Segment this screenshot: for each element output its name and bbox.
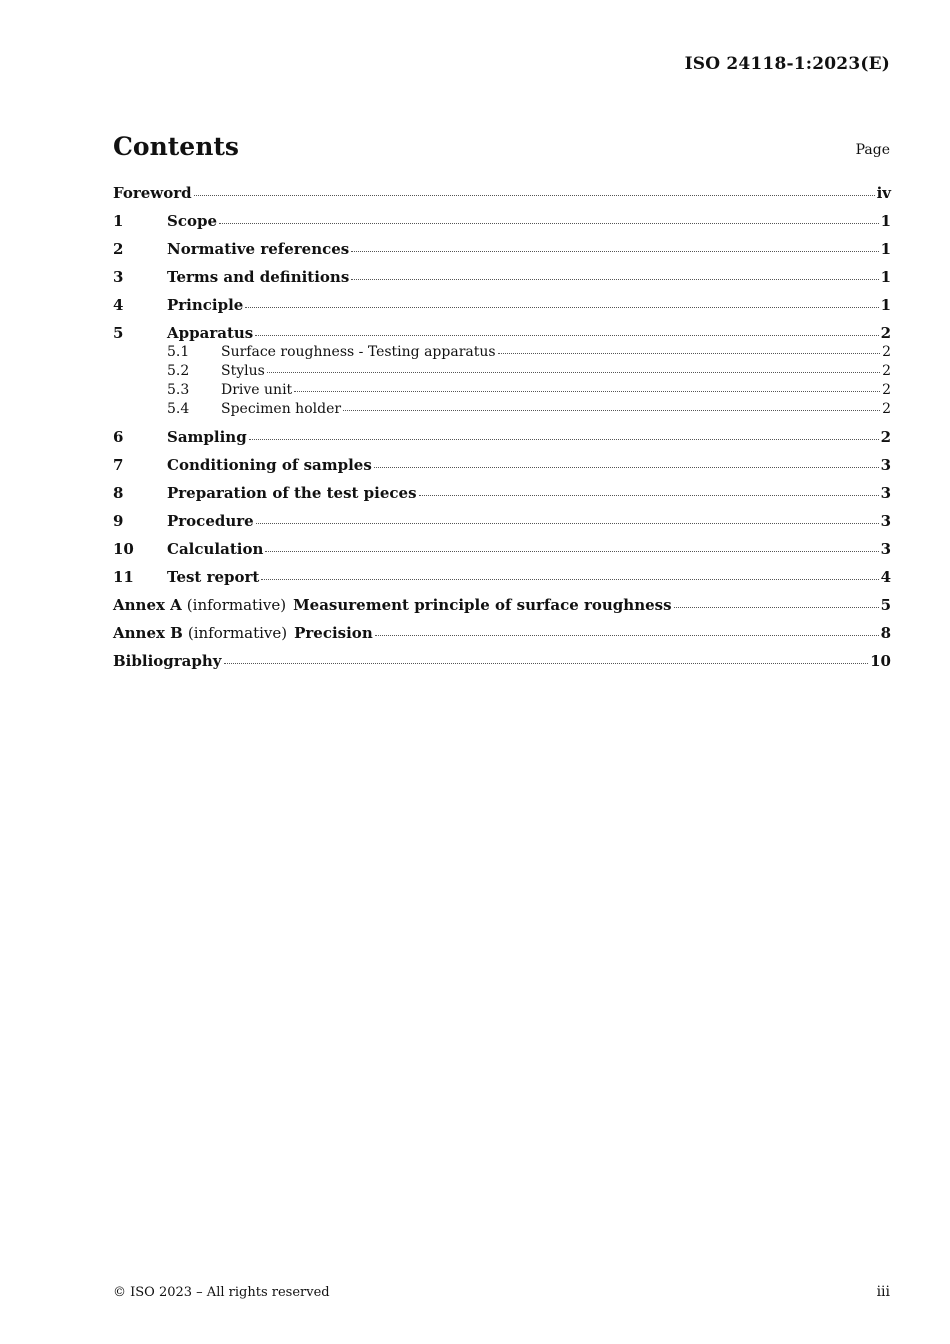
toc-entry[interactable] (113, 624, 891, 643)
toc-dot-leader (255, 335, 878, 336)
table-of-contents (113, 184, 891, 671)
toc-entry-number: 5 (113, 324, 124, 342)
toc-entry-title: Drive unit (221, 382, 293, 398)
footer-copyright: © ISO 2023 – All rights reserved (113, 1285, 330, 1300)
toc-annex-label: Annex B (113, 624, 183, 642)
toc-entry-number: 5.1 (167, 344, 190, 360)
toc-entry-title: Scope (167, 212, 218, 230)
toc-dot-leader (498, 353, 881, 354)
toc-entry-page: 1 (880, 268, 891, 286)
toc-entry-number: 8 (113, 484, 124, 502)
toc-entry-page: iv (876, 184, 891, 202)
toc-entry[interactable] (113, 212, 891, 231)
toc-entry-page: 10 (870, 652, 891, 670)
toc-entry[interactable] (113, 596, 891, 615)
toc-entry-title: Foreword (113, 184, 192, 202)
toc-entry-page: 1 (880, 240, 891, 258)
toc-entry[interactable] (113, 540, 891, 559)
toc-entry-number: 11 (113, 568, 134, 586)
toc-entry-page: 3 (880, 484, 891, 502)
document-id: ISO 24118-1:2023(E) (684, 54, 890, 74)
toc-dot-leader (351, 279, 878, 280)
toc-entry[interactable] (113, 400, 891, 419)
toc-annex-informative: (informative) (187, 624, 288, 642)
toc-entry-page: 2 (882, 344, 891, 360)
toc-entry-page: 2 (882, 363, 891, 379)
toc-entry-title: Test report (167, 568, 260, 586)
toc-entry-number: 2 (113, 240, 124, 258)
toc-entry-page: 2 (882, 401, 891, 417)
toc-entry-number: 7 (113, 456, 124, 474)
toc-entry-page: 1 (880, 212, 891, 230)
toc-dot-leader (294, 391, 880, 392)
toc-entry-number: 4 (113, 296, 124, 314)
toc-entry-title: Sampling (167, 428, 247, 446)
toc-entry[interactable] (113, 240, 891, 259)
toc-entry[interactable] (113, 428, 891, 447)
toc-entry-title: Preparation of the test pieces (167, 484, 417, 502)
toc-entry-page: 3 (880, 540, 891, 558)
toc-entry-page: 3 (880, 512, 891, 530)
toc-entry-page: 5 (880, 596, 891, 614)
toc-dot-leader (267, 372, 880, 373)
toc-entry[interactable] (113, 568, 891, 587)
toc-entry-title: Terms and definitions (167, 268, 350, 286)
toc-dot-leader (261, 579, 878, 580)
toc-entry-title: Stylus (221, 363, 265, 379)
toc-entry[interactable] (113, 296, 891, 315)
toc-annex-informative: (informative) (186, 596, 287, 614)
footer-page-number: iii (876, 1284, 890, 1300)
toc-entry-number: 3 (113, 268, 124, 286)
toc-entry[interactable] (113, 268, 891, 287)
toc-entry[interactable] (113, 324, 891, 343)
toc-entry-page: 3 (880, 456, 891, 474)
toc-entry-page: 2 (882, 382, 891, 398)
toc-dot-leader (256, 523, 879, 524)
toc-dot-leader (351, 251, 878, 252)
toc-entry-number: 9 (113, 512, 124, 530)
toc-entry[interactable] (113, 652, 891, 671)
toc-entry-number: 1 (113, 212, 124, 230)
toc-entry[interactable] (113, 512, 891, 531)
toc-entry-title: Procedure (167, 512, 254, 530)
contents-title: Contents (113, 132, 240, 161)
toc-entry-page: 2 (880, 428, 891, 446)
toc-entry[interactable] (113, 456, 891, 475)
toc-entry-title: Calculation (167, 540, 264, 558)
toc-dot-leader (265, 551, 878, 552)
toc-entry[interactable] (113, 381, 891, 400)
toc-dot-leader (224, 663, 869, 664)
toc-entry-page: 8 (880, 624, 891, 642)
toc-dot-leader (375, 635, 879, 636)
toc-entry-page: 4 (880, 568, 891, 586)
toc-entry-title: Conditioning of samples (167, 456, 372, 474)
toc-entry[interactable] (113, 184, 891, 203)
toc-entry[interactable] (113, 484, 891, 503)
toc-dot-leader (245, 307, 878, 308)
toc-entry-number: 5.3 (167, 382, 190, 398)
toc-dot-leader (194, 195, 875, 196)
toc-entry-title: Specimen holder (221, 401, 342, 417)
toc-entry-title: Normative references (167, 240, 350, 258)
toc-dot-leader (419, 495, 879, 496)
toc-dot-leader (374, 467, 879, 468)
toc-dot-leader (219, 223, 879, 224)
page-column-label: Page (855, 142, 890, 158)
toc-dot-leader (343, 410, 880, 411)
toc-dot-leader (674, 607, 879, 608)
toc-entry-title: Precision (294, 624, 373, 642)
toc-entry-title: Surface roughness - Testing apparatus (221, 344, 496, 360)
toc-entry-number: 5.4 (167, 401, 190, 417)
toc-entry-title: Bibliography (113, 652, 222, 670)
toc-annex-label: Annex A (113, 596, 182, 614)
toc-entry[interactable] (113, 343, 891, 362)
toc-entry[interactable] (113, 362, 891, 381)
toc-entry-page: 2 (880, 324, 891, 342)
toc-entry-number: 5.2 (167, 363, 190, 379)
toc-entry-page: 1 (880, 296, 891, 314)
toc-entry-title: Principle (167, 296, 244, 314)
toc-entry-number: 6 (113, 428, 124, 446)
toc-entry-title: Apparatus (167, 324, 254, 342)
toc-entry-title: Measurement principle of surface roughness (293, 596, 672, 614)
toc-entry-number: 10 (113, 540, 134, 558)
toc-dot-leader (249, 439, 879, 440)
